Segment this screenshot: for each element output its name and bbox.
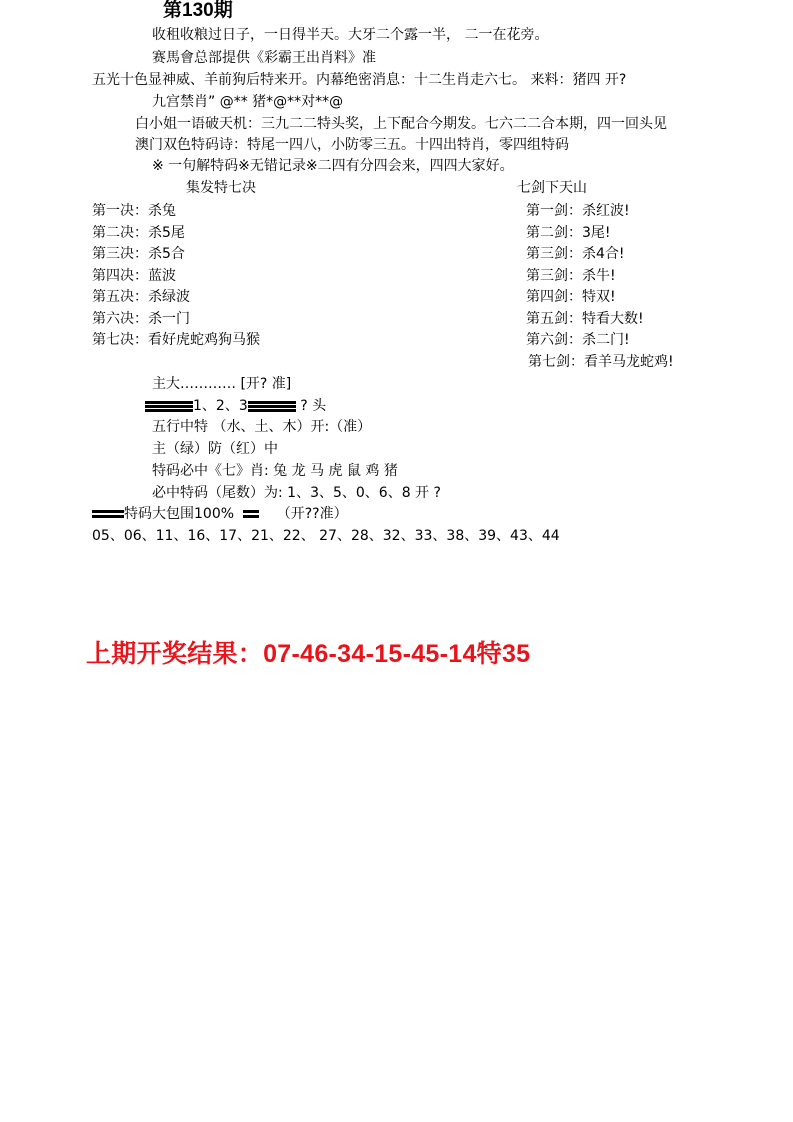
right-item: 第一剑：杀红波! [526, 203, 630, 219]
double-bar-icon [243, 509, 259, 520]
tail-line: 必中特码（尾数）为: 1、3、5、0、6、8 开 ? [152, 485, 441, 501]
color-line: 主（绿）防（红）中 [152, 441, 278, 457]
package-line [92, 505, 348, 523]
right-item: 第四剑：特双! [526, 289, 616, 305]
head-numbers: 1、2、3 [193, 398, 248, 414]
last-result: 上期开奖结果：07-46-34-15-45-14特35 [86, 640, 531, 668]
intro-line-7: ※ 一句解特码※无错记录※二四有分四会来，四四大家好。 [152, 158, 514, 174]
intro-line-5: 白小姐一语破天机：三九二二特头奖，上下配合今期发。七六二二合本期，四一回头见 [135, 116, 667, 132]
right-item: 第二剑：3尾! [526, 225, 611, 241]
left-item: 第二决：杀5尾 [92, 225, 185, 241]
triple-bar-icon [145, 401, 193, 412]
package-label: 特码大包围100% [124, 506, 235, 522]
left-item: 第七决：看好虎蛇鸡狗马猴 [92, 332, 260, 348]
package-suffix: （开??准） [276, 506, 348, 522]
zodiac-line: 特码必中《七》肖: 兔 龙 马 虎 鼠 鸡 猪 [152, 463, 398, 479]
right-item: 第六剑：杀二门! [526, 332, 630, 348]
page-title: 第130期 [163, 0, 233, 21]
main-prediction: 主大………… [开? 准] [152, 376, 292, 392]
right-item: 第七剑：看羊马龙蛇鸡! [528, 354, 674, 370]
intro-line-1: 收租收粮过日子，一日得半天。大牙二个露一半， 二一在花旁。 [152, 27, 549, 43]
triple-bar-icon [248, 401, 296, 412]
intro-line-3: 五光十色显神威、羊前狗后特来开。内幕绝密消息：十二生肖走六七。 来料：猪四 开? [92, 72, 627, 88]
head-suffix: ? 头 [300, 398, 327, 414]
right-item: 第三剑：杀4合! [526, 246, 625, 262]
intro-line-2: 赛馬會总部提供《彩霸王出肖料》准 [152, 50, 376, 66]
head-number-row [145, 397, 326, 415]
left-section-heading: 集发特七决 [186, 180, 256, 196]
right-section-heading: 七剑下天山 [517, 180, 587, 196]
left-item: 第三决：杀5合 [92, 246, 185, 262]
left-item: 第一决：杀兔 [92, 203, 176, 219]
number-list: 05、06、11、16、17、21、22、 27、28、32、33、38、39、43、44 [92, 528, 560, 544]
left-item: 第六决：杀一门 [92, 311, 190, 327]
right-item: 第五剑：特看大数! [526, 311, 644, 327]
right-item: 第三剑：杀牛! [526, 268, 616, 284]
intro-line-6: 澳门双色特码诗：特尾一四八，小防零三五。十四出特肖，零四组特码 [135, 137, 569, 153]
intro-line-4: 九宫禁肖” @** 猪*@**对**@ [152, 94, 344, 110]
left-item: 第四决：蓝波 [92, 268, 176, 284]
five-elements-line: 五行中特 （水、土、木）开:（准） [152, 419, 372, 435]
double-bar-icon [92, 509, 124, 520]
left-item: 第五决：杀绿波 [92, 289, 190, 305]
